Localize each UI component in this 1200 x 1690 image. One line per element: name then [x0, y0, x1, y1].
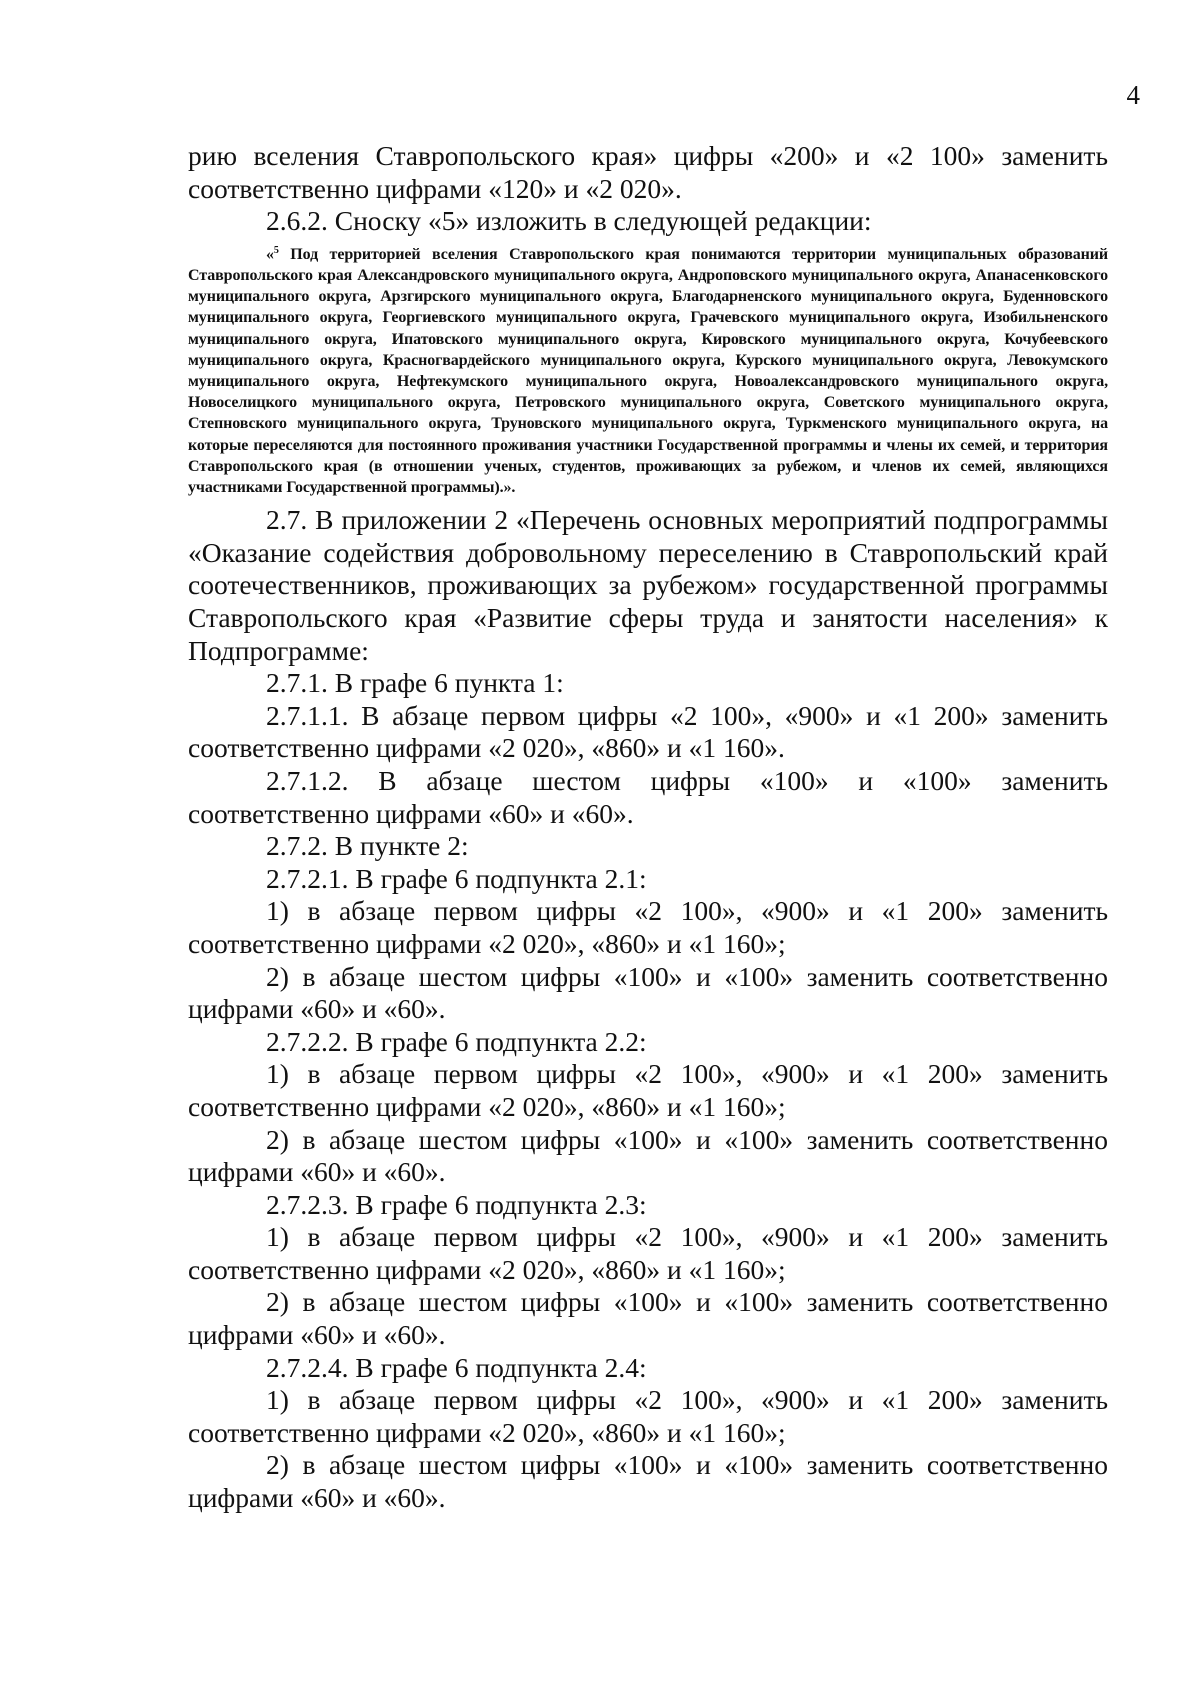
- footnote-open-quote: «: [266, 245, 274, 263]
- paragraph: 2.7. В приложении 2 «Перечень основных мероприятий подпрограммы «Оказание содействия добровольному переселению в Ставропольский край соотечественников, проживающих за рубежом» государственной программы Ставропольского края «Развитие сферы труда и занятости населения» к Подпрограмме:: [188, 504, 1108, 666]
- paragraph: 2.7.2.2. В графе 6 подпункта 2.2:: [266, 1025, 647, 1057]
- paragraph: 1) в абзаце первом цифры «2 100», «900» и «1 200» заменить соответственно цифрами «2 020», «860» и «1 160»;: [188, 1058, 1108, 1122]
- paragraph: рию вселения Ставропольского края» цифры «200» и «2 100» заменить соответственно цифрами «120» и «2 020».: [188, 140, 1108, 204]
- paragraph: 2) в абзаце шестом цифры «100» и «100» заменить соответственно цифрами «60» и «60».: [188, 1123, 1108, 1188]
- document-body: [188, 140, 1108, 1515]
- footnote-body: Под территорией вселения Ставропольского края понимаются территории муниципальных образований Ставропольского края Александровского муниципального округа, Андроповского муниципального округа, Апанасенковского муниципального округа, Арзгирского муниципального округа, Благодарненского муниципального округа, Буденновского муниципального округа, Георгиевского муниципального округа, Грачевского муниципального округа, Изобильненского муниципального округа, Ипатовского муниципального округа, Кировского муниципального округа, Кочубеевского муниципального округа, Красногвардейского муниципального округа, Курского муниципального округа, Левокумского муниципального округа, Нефтекумского муниципального округа, Новоалександровского муниципального округа, Новоселицкого муниципального округа, Петровского муниципального округа, Советского муниципального округа, Степновского муниципального округа, Труновского муниципального округа, Туркменского муниципального округа, на которые переселяются для постоянного проживания участники Государственной программы и члены их семей, и территория Ставропольского края (в отношении ученых, студентов, проживающих за рубежом, и членов их семей, являющихся участниками Государственной программы).».: [188, 245, 1108, 497]
- paragraph: 2.7.2.4. В графе 6 подпункта 2.4:: [266, 1351, 647, 1383]
- paragraph: 2) в абзаце шестом цифры «100» и «100» заменить соответственно цифрами «60» и «60».: [188, 960, 1108, 1025]
- page-number: 4: [1126, 80, 1140, 110]
- paragraph: 1) в абзаце первом цифры «2 100», «900» и «1 200» заменить соответственно цифрами «2 020», «860» и «1 160»;: [188, 895, 1108, 959]
- paragraph: 2) в абзаце шестом цифры «100» и «100» заменить соответственно цифрами «60» и «60».: [188, 1286, 1108, 1351]
- paragraph: 2) в абзаце шестом цифры «100» и «100» заменить соответственно цифрами «60» и «60».: [188, 1449, 1108, 1514]
- paragraph: 2.7.1.2. В абзаце шестом цифры «100» и «100» заменить соответственно цифрами «60» и «60».: [188, 764, 1108, 829]
- paragraph: 2.7.1.1. В абзаце первом цифры «2 100», «900» и «1 200» заменить соответственно цифрами «2 020», «860» и «1 160».: [188, 699, 1108, 764]
- paragraph: 2.6.2. Сноску «5» изложить в следующей редакции:: [266, 205, 872, 237]
- paragraph: 2.7.1. В графе 6 пункта 1:: [266, 667, 564, 699]
- paragraph: 1) в абзаце первом цифры «2 100», «900» и «1 200» заменить соответственно цифрами «2 020», «860» и «1 160»;: [188, 1384, 1108, 1448]
- footnote-paragraph: [188, 240, 1108, 498]
- footnote-marker: 5: [273, 244, 279, 256]
- paragraph: 2.7.2.1. В графе 6 подпункта 2.1:: [266, 862, 647, 894]
- paragraph: 1) в абзаце первом цифры «2 100», «900» и «1 200» заменить соответственно цифрами «2 020», «860» и «1 160»;: [188, 1221, 1108, 1285]
- footnote-text: [188, 240, 1108, 498]
- paragraph: 2.7.2.3. В графе 6 подпункта 2.3:: [266, 1188, 647, 1220]
- paragraph: 2.7.2. В пункте 2:: [266, 830, 469, 862]
